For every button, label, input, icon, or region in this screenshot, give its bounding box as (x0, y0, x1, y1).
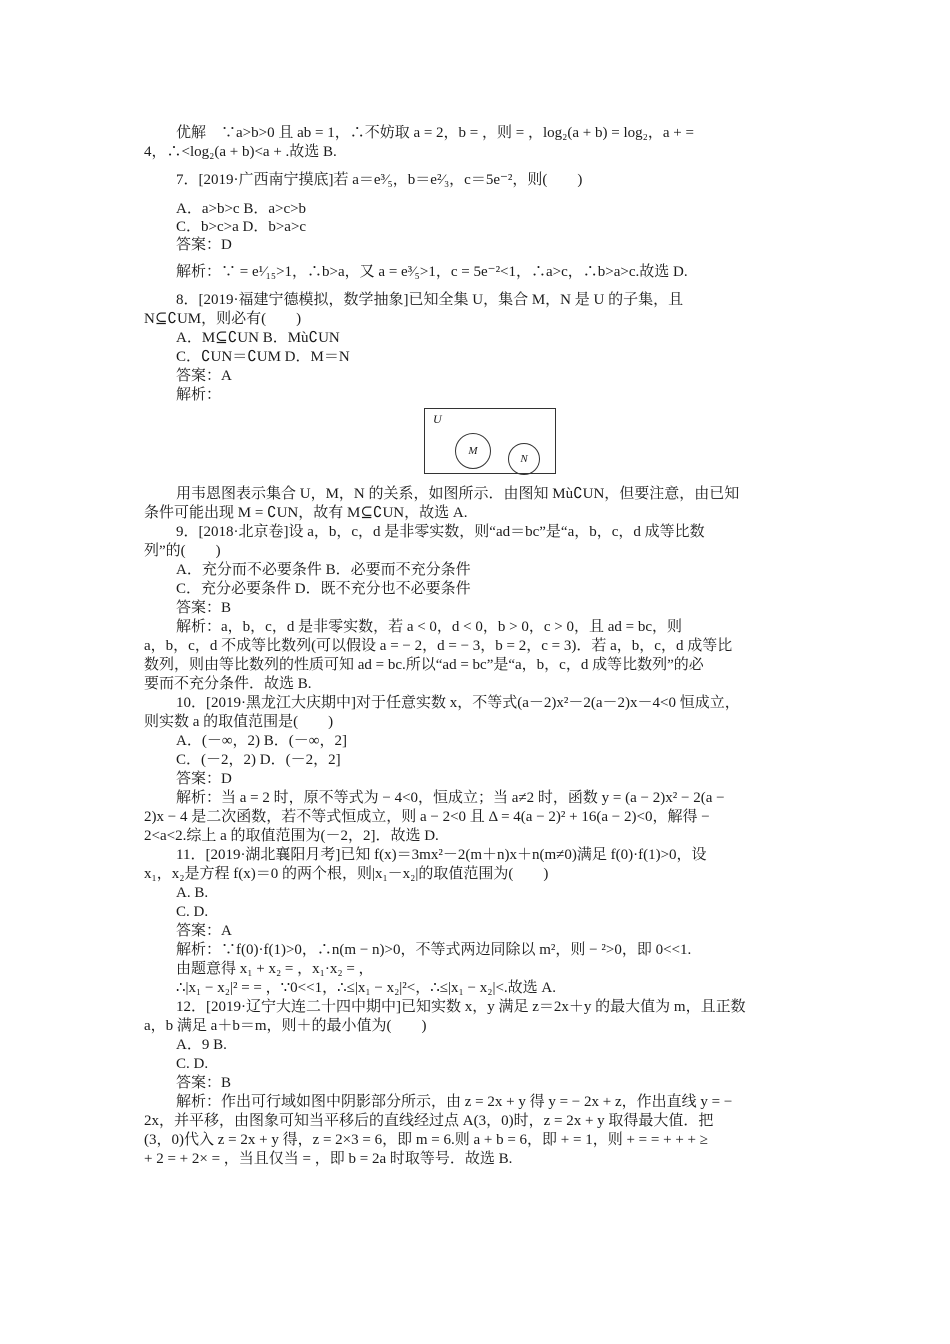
text-line: 用韦恩图表示集合 U，M，N 的关系，如图所示．由图知 Mù∁UN，但要注意，由已知 (176, 486, 740, 502)
option-line: C．∁UN＝∁UM D．M＝N (176, 349, 350, 365)
analysis-line: 解析：当 a = 2 时，原不等式为 − 4<0，恒成立；当 a≠2 时，函数 y = (a − 2)x² − 2(a − (176, 790, 725, 806)
answer-line: 答案：B (176, 600, 232, 616)
venn-set-m (455, 433, 491, 469)
option-line: C. D. (176, 1056, 209, 1072)
option-line: C．b>c>a D．b>a>c (176, 219, 307, 235)
venn-n-label: N (520, 453, 528, 465)
venn-diagram (424, 408, 556, 474)
answer-line: 答案：D (176, 771, 232, 787)
text-line: ∴|x₁ − x₂|² = = ，∵0<<1，∴≤|x₁ − x₂|²<，∴≤|x₁ − x₂|<.故选 A. (176, 980, 556, 996)
venn-set-n (508, 443, 540, 475)
question-8-stem: 8．[2019·福建宁德模拟，数学抽象]已知全集 U，集合 M，N 是 U 的子集，且 (176, 292, 684, 308)
venn-m-label: M (468, 445, 478, 457)
text-line: 要而不充分条件．故选 B. (144, 676, 312, 692)
option-line: A．M⊆∁UN B．Mù∁UN (176, 330, 340, 346)
text-line: x₁，x₂是方程 f(x)＝0 的两个根，则|x₁－x₂|的取值范围为( ) (144, 866, 549, 882)
analysis-line: 解析：a，b，c，d 是非零实数，若 a < 0，d < 0，b > 0，c > 0，且 ad = bc，则 (176, 619, 682, 635)
question-11-stem: 11．[2019·湖北襄阳月考]已知 f(x)＝3mx²－2(m＋n)x＋n(m≠0)满足 f(0)·f(1)>0，设 (176, 847, 707, 863)
text-line: 列”的( ) (144, 543, 221, 559)
option-line: C. D. (176, 904, 209, 920)
option-line: A．充分而不必要条件 B．必要而不充分条件 (176, 562, 471, 578)
text-line: 由题意得 x₁ + x₂ = ，x₁·x₂ = ， (176, 961, 374, 977)
question-12-stem: 12．[2019·辽宁大连二十四中期中]已知实数 x，y 满足 z＝2x＋y 的最大值为 m，且正数 (176, 999, 746, 1015)
option-line: A．9 B. (176, 1037, 227, 1053)
text-line: 优解 ∵a>b>0 且 ab = 1，∴不妨取 a = 2，b = ，则 = ，log₂(a + b) = log₂，a + = (176, 125, 694, 141)
question-10-stem: 10．[2019·黑龙江大庆期中]对于任意实数 x，不等式(a－2)x²－2(a－2)x－4<0 恒成立， (176, 695, 740, 711)
text-line: 2<a<2.综上 a 的取值范围为(－2，2]．故选 D. (144, 828, 439, 844)
analysis-line: 解析： (176, 387, 222, 403)
analysis-line: 解析：∵ = e¹⁄₁₅>1，∴b>a，又 a = e³⁄₅>1，c = 5e⁻²<1，∴a>c，∴b>a>c.故选 D. (176, 264, 688, 280)
text-line: 数列，则由等比数列的性质可知 ad = bc.所以“ad = bc”是“a，b，c，d 成等比数列”的必 (144, 657, 704, 673)
text-line: 2)x − 4 是二次函数，若不等式恒成立，则 a − 2<0 且 Δ = 4(a − 2)² + 16(a − 2)<0，解得 − (144, 809, 710, 825)
question-9-stem: 9．[2018·北京卷]设 a，b，c，d 是非零实数，则“ad＝bc”是“a，b，c，d 成等比数 (176, 524, 705, 540)
analysis-line: 解析：∵f(0)·f(1)>0，∴n(m − n)>0，不等式两边同除以 m²，则 − ²>0，即 0<<1. (176, 942, 692, 958)
text-line: (3，0)代入 z = 2x + y 得，z = 2×3 = 6，即 m = 6.则 a + b = 6，即 + = 1，则 + = = + + + ≥ (144, 1132, 708, 1148)
option-line: A. B. (176, 885, 209, 901)
answer-line: 答案：B (176, 1075, 232, 1091)
option-line: A．a>b>c B．a>c>b (176, 201, 307, 217)
venn-universe-label: U (433, 412, 442, 426)
text-line: 4，∴<log₂(a + b)<a + .故选 B. (144, 144, 337, 160)
question-7-stem: 7．[2019·广西南宁摸底]若 a＝e³⁄₅，b＝e²⁄₃，c＝5e⁻²，则( ) (176, 172, 583, 188)
option-line: C．充分必要条件 D．既不充分也不必要条件 (176, 581, 471, 597)
option-line: C．(－2，2) D．(－2，2] (176, 752, 341, 768)
answer-line: 答案：A (176, 368, 232, 384)
text-line: a，b，c，d 不成等比数列(可以假设 a = − 2，d = − 3，b = 2，c = 3)．若 a，b，c，d 成等比 (144, 638, 733, 654)
option-line: A．(－∞，2) B．(－∞，2] (176, 733, 347, 749)
answer-line: 答案：A (176, 923, 232, 939)
answer-line: 答案：D (176, 237, 232, 253)
text-line: + 2 = + 2× = ，当且仅当 = ，即 b = 2a 时取等号．故选 B. (144, 1151, 513, 1167)
text-line: 条件可能出现 M = ∁UN，故有 M⊆∁UN，故选 A. (144, 505, 468, 521)
text-line: 则实数 a 的取值范围是( ) (144, 714, 334, 730)
text-line: a，b 满足 a＋b＝m，则＋的最小值为( ) (144, 1018, 427, 1034)
text-line: 2x，并平移，由图象可知当平移后的直线经过点 A(3，0)时，z = 2x + y 取得最大值．把 (144, 1113, 714, 1129)
analysis-line: 解析：作出可行域如图中阴影部分所示，由 z = 2x + y 得 y = − 2x + z，作出直线 y = − (176, 1094, 733, 1110)
text-line: N⊆∁UM，则必有( ) (144, 311, 302, 327)
